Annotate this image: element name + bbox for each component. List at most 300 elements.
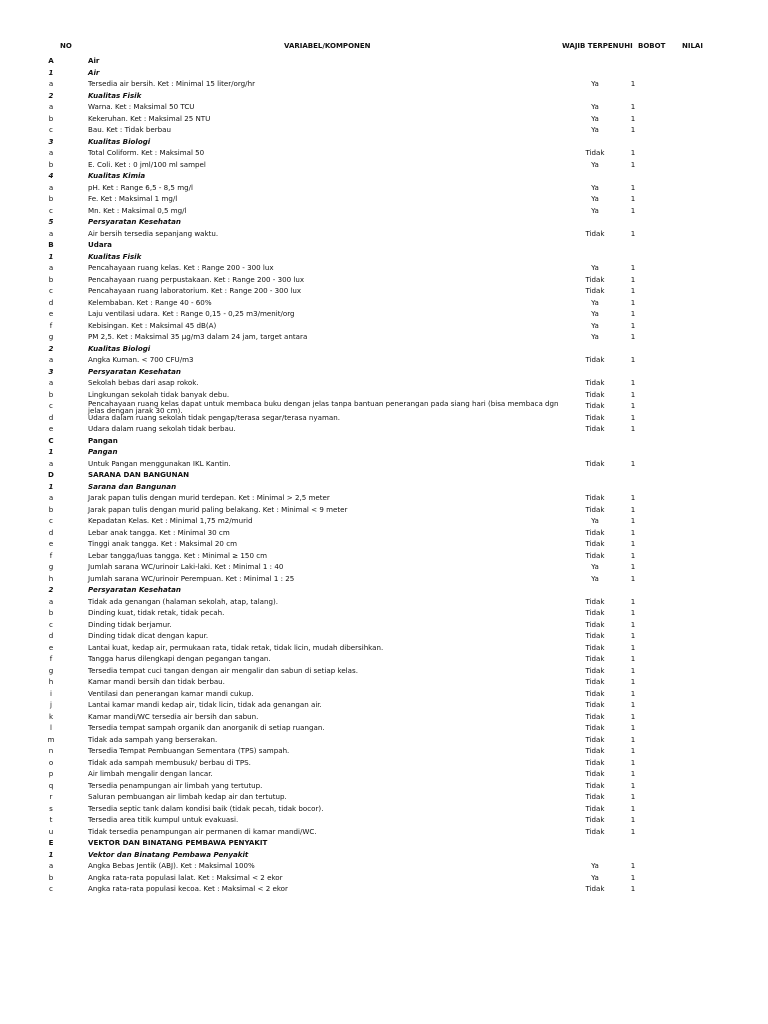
row-text: Kualitas Fisik bbox=[88, 251, 142, 261]
table-row bbox=[0, 573, 768, 585]
row-required: Tidak bbox=[585, 688, 605, 698]
row-weight: 1 bbox=[630, 493, 636, 502]
row-number: a bbox=[48, 458, 54, 468]
row-text: Kebisingan. Ket : Maksimal 45 dB(A) bbox=[88, 320, 217, 330]
row-weight: 1 bbox=[630, 780, 636, 790]
row-weight: 1 bbox=[630, 596, 636, 606]
row-number: g bbox=[48, 332, 54, 341]
row-text: Air bersih tersedia sepanjang waktu. bbox=[88, 228, 219, 238]
row-number: q bbox=[48, 780, 54, 790]
row-weight: 1 bbox=[630, 205, 636, 215]
table-row bbox=[0, 504, 768, 516]
row-text: Sarana dan Bangunan bbox=[88, 481, 177, 491]
row-required: Tidak bbox=[585, 286, 605, 295]
row-text: Angka rata-rata populasi kecoa. Ket : Maksimal < 2 ekor bbox=[88, 884, 288, 893]
row-number: 3 bbox=[48, 136, 54, 146]
section-row bbox=[0, 469, 768, 481]
table-row bbox=[0, 101, 768, 113]
row-weight: 1 bbox=[630, 677, 636, 686]
table-header bbox=[0, 42, 768, 54]
table-row bbox=[0, 722, 768, 734]
row-number: a bbox=[48, 493, 54, 502]
row-required: Tidak bbox=[585, 803, 605, 813]
row-required: Tidak bbox=[585, 355, 605, 364]
row-required: Tidak bbox=[585, 412, 605, 422]
table-row bbox=[0, 596, 768, 608]
row-text: Total Coliform. Ket : Maksimal 50 bbox=[88, 148, 205, 157]
row-number: 1 bbox=[48, 447, 54, 456]
table-row bbox=[0, 182, 768, 194]
table-row bbox=[0, 285, 768, 297]
header-no: NO bbox=[60, 42, 72, 50]
row-text: Tangga harus dilengkapi dengan pegangan tangan. bbox=[88, 654, 271, 663]
table-row bbox=[0, 274, 768, 286]
table-row bbox=[0, 78, 768, 90]
row-number: d bbox=[48, 297, 54, 307]
row-number: 1 bbox=[48, 67, 54, 77]
row-text: Persyaratan Kesehatan bbox=[88, 366, 181, 376]
row-number: 2 bbox=[48, 585, 54, 594]
row-number: h bbox=[48, 677, 54, 686]
row-text: Kekeruhan. Ket : Maksimal 25 NTU bbox=[88, 113, 211, 123]
row-text: Air limbah mengalir dengan lancar. bbox=[88, 769, 213, 778]
row-number: c bbox=[49, 401, 53, 410]
row-weight: 1 bbox=[630, 723, 636, 732]
row-number: d bbox=[48, 527, 54, 537]
row-number: a bbox=[48, 79, 54, 88]
row-required: Tidak bbox=[585, 148, 605, 157]
row-text: Vektor dan Binatang Pembawa Penyakit bbox=[88, 849, 249, 859]
row-number: a bbox=[48, 355, 54, 364]
subsection-row bbox=[0, 343, 768, 355]
row-required: Tidak bbox=[585, 401, 605, 410]
row-weight: 1 bbox=[630, 688, 636, 698]
row-text: Air bbox=[88, 56, 100, 65]
table-row bbox=[0, 757, 768, 769]
row-text: Mn. Ket : Maksimal 0,5 mg/l bbox=[88, 205, 187, 215]
row-number: C bbox=[48, 435, 54, 445]
table-row bbox=[0, 814, 768, 826]
row-required: Tidak bbox=[585, 608, 605, 617]
header-required: WAJIB TERPENUHI bbox=[562, 42, 633, 50]
row-required: Tidak bbox=[585, 504, 605, 514]
row-number: r bbox=[49, 792, 53, 801]
row-text: Air bbox=[88, 67, 100, 77]
header-score: NILAI bbox=[682, 42, 703, 50]
row-required: Ya bbox=[591, 309, 599, 318]
subsection-row bbox=[0, 170, 768, 182]
table-row bbox=[0, 228, 768, 240]
row-number: e bbox=[48, 309, 54, 318]
row-required: Tidak bbox=[585, 665, 605, 675]
row-text: Pencahayaan ruang perpustakaan. Ket : Range 200 - 300 lux bbox=[88, 274, 305, 284]
table-row bbox=[0, 399, 768, 415]
subsection-row bbox=[0, 446, 768, 458]
row-weight: 1 bbox=[630, 159, 636, 169]
row-required: Ya bbox=[591, 159, 599, 169]
row-required: Ya bbox=[591, 194, 599, 203]
row-weight: 1 bbox=[630, 861, 636, 870]
row-number: b bbox=[48, 608, 54, 617]
row-number: c bbox=[49, 884, 53, 893]
row-text: Tidak tersedia penampungan air permanen di kamar mandi/WC. bbox=[88, 826, 317, 836]
row-weight: 1 bbox=[630, 769, 636, 778]
row-weight: 1 bbox=[630, 527, 636, 537]
row-weight: 1 bbox=[630, 539, 636, 548]
row-weight: 1 bbox=[630, 826, 636, 836]
row-number: i bbox=[50, 688, 52, 698]
table-row bbox=[0, 688, 768, 700]
table-row bbox=[0, 791, 768, 803]
row-number: c bbox=[49, 125, 53, 134]
row-text: Dinding tidak dicat dengan kapur. bbox=[88, 631, 209, 640]
table-row bbox=[0, 630, 768, 642]
row-number: A bbox=[48, 56, 54, 65]
table-row bbox=[0, 619, 768, 631]
row-text: Udara dalam ruang sekolah tidak pengap/terasa segar/terasa nyaman. bbox=[88, 412, 340, 422]
row-text: Jarak papan tulis dengan murid terdepan. Ket : Minimal > 2,5 meter bbox=[88, 493, 330, 502]
row-weight: 1 bbox=[630, 872, 636, 882]
section-row bbox=[0, 55, 768, 67]
subsection-row bbox=[0, 251, 768, 263]
row-text: Laju ventilasi udara. Ket : Range 0,15 - 0,25 m3/menit/org bbox=[88, 309, 295, 318]
table-row bbox=[0, 320, 768, 332]
row-text: E. Coli. Ket : 0 jml/100 ml sampel bbox=[88, 159, 206, 169]
row-weight: 1 bbox=[630, 182, 636, 192]
row-text: Udara bbox=[88, 240, 112, 249]
row-text: Bau. Ket : Tidak berbau bbox=[88, 125, 171, 134]
table-row bbox=[0, 205, 768, 217]
table-row bbox=[0, 561, 768, 573]
row-text: Lantai kamar mandi kedap air, tidak licin, tidak ada genangan air. bbox=[88, 700, 322, 709]
row-required: Ya bbox=[591, 79, 599, 88]
row-weight: 1 bbox=[630, 228, 636, 238]
row-required: Tidak bbox=[585, 711, 605, 721]
table-row bbox=[0, 159, 768, 171]
table-row bbox=[0, 515, 768, 527]
row-number: t bbox=[49, 815, 53, 824]
row-weight: 1 bbox=[630, 274, 636, 284]
subsection-row bbox=[0, 216, 768, 228]
row-number: 1 bbox=[48, 849, 54, 859]
row-text: Tersedia septic tank dalam kondisi baik (tidak pecah, tidak bocor). bbox=[88, 803, 324, 813]
table-row bbox=[0, 826, 768, 838]
table-row bbox=[0, 699, 768, 711]
row-required: Tidak bbox=[585, 677, 605, 686]
row-number: e bbox=[48, 424, 54, 433]
row-required: Ya bbox=[591, 113, 599, 123]
row-required: Tidak bbox=[585, 734, 605, 744]
row-number: b bbox=[48, 194, 54, 203]
row-weight: 1 bbox=[630, 355, 636, 364]
table-row bbox=[0, 550, 768, 562]
table-row bbox=[0, 768, 768, 780]
table-row bbox=[0, 653, 768, 665]
table-row bbox=[0, 458, 768, 470]
row-text: Udara dalam ruang sekolah tidak berbau. bbox=[88, 424, 236, 433]
row-text: Kamar mandi/WC tersedia air bersih dan sabun. bbox=[88, 711, 259, 721]
table-row bbox=[0, 676, 768, 688]
row-number: m bbox=[47, 734, 55, 744]
row-number: o bbox=[48, 757, 54, 767]
row-text: Jumlah sarana WC/urinoir Laki-laki. Ket : Minimal 1 : 40 bbox=[88, 562, 284, 571]
row-required: Tidak bbox=[585, 792, 605, 801]
row-number: d bbox=[48, 412, 54, 422]
row-text: Tersedia air bersih. Ket : Minimal 15 liter/org/hr bbox=[88, 79, 255, 88]
row-weight: 1 bbox=[630, 401, 636, 410]
table-row bbox=[0, 193, 768, 205]
row-number: h bbox=[48, 573, 54, 583]
table-row bbox=[0, 711, 768, 723]
row-weight: 1 bbox=[630, 297, 636, 307]
row-weight: 1 bbox=[630, 263, 636, 272]
row-number: 1 bbox=[48, 251, 54, 261]
row-number: b bbox=[48, 274, 54, 284]
row-weight: 1 bbox=[630, 642, 636, 652]
row-required: Tidak bbox=[585, 493, 605, 502]
row-number: b bbox=[48, 113, 54, 123]
row-required: Tidak bbox=[585, 424, 605, 433]
row-text: Pencahayaan ruang kelas dapat untuk membaca buku dengan jelas tanpa bantuan penerangan pada siang hari (bisa membaca dgn jelas dengan jarak 30 cm). bbox=[88, 399, 559, 415]
row-text: Tinggi anak tangga. Ket : Maksimal 20 cm bbox=[88, 539, 238, 548]
row-required: Tidak bbox=[585, 769, 605, 778]
table-row bbox=[0, 538, 768, 550]
row-number: 2 bbox=[48, 90, 54, 100]
row-weight: 1 bbox=[630, 608, 636, 617]
row-required: Ya bbox=[591, 332, 599, 341]
row-text: Tidak ada sampah membusuk/ berbau di TPS. bbox=[88, 757, 251, 767]
table-row bbox=[0, 883, 768, 895]
row-weight: 1 bbox=[630, 562, 636, 571]
row-required: Ya bbox=[591, 562, 599, 571]
table-row bbox=[0, 331, 768, 343]
row-number: n bbox=[48, 746, 54, 755]
row-text: Kualitas Fisik bbox=[88, 90, 142, 100]
row-text: Tersedia tempat cuci tangan dengan air mengalir dan sabun di setiap kelas. bbox=[88, 665, 358, 675]
row-weight: 1 bbox=[630, 734, 636, 744]
row-required: Tidak bbox=[585, 458, 605, 468]
row-required: Tidak bbox=[585, 596, 605, 606]
row-number: b bbox=[48, 504, 54, 514]
row-required: Tidak bbox=[585, 527, 605, 537]
row-weight: 1 bbox=[630, 113, 636, 123]
row-weight: 1 bbox=[630, 665, 636, 675]
row-weight: 1 bbox=[630, 711, 636, 721]
row-number: 3 bbox=[48, 366, 54, 376]
row-number: B bbox=[48, 240, 54, 249]
row-required: Tidak bbox=[585, 746, 605, 755]
row-number: d bbox=[48, 631, 54, 640]
row-weight: 1 bbox=[630, 320, 636, 330]
row-number: a bbox=[48, 861, 54, 870]
row-number: c bbox=[49, 286, 53, 295]
row-weight: 1 bbox=[630, 884, 636, 893]
row-text: Kamar mandi bersih dan tidak berbau. bbox=[88, 677, 225, 686]
row-text: Pencahayaan ruang kelas. Ket : Range 200 - 300 lux bbox=[88, 263, 274, 272]
row-number: a bbox=[48, 378, 54, 387]
row-text: Pangan bbox=[88, 435, 118, 445]
table-row bbox=[0, 872, 768, 884]
row-weight: 1 bbox=[630, 803, 636, 813]
row-number: c bbox=[49, 619, 53, 629]
row-text: Lebar tangga/luas tangga. Ket : Minimal ≥ 150 cm bbox=[88, 550, 268, 560]
section-row bbox=[0, 239, 768, 251]
row-text: Dinding kuat, tidak retak, tidak pecah. bbox=[88, 608, 225, 617]
subsection-row bbox=[0, 481, 768, 493]
row-text: Saluran pembuangan air limbah kedap air dan tertutup. bbox=[88, 792, 287, 801]
table-row bbox=[0, 780, 768, 792]
row-text: PM 2,5. Ket : Maksimal 35 µg/m3 dalam 24 jam, target antara bbox=[88, 332, 308, 341]
subsection-row bbox=[0, 90, 768, 102]
row-number: f bbox=[49, 550, 53, 560]
row-text: Angka Kuman. < 700 CFU/m3 bbox=[88, 355, 194, 364]
row-required: Tidak bbox=[585, 274, 605, 284]
row-number: s bbox=[49, 803, 53, 813]
subsection-row bbox=[0, 136, 768, 148]
row-text: Kualitas Kimia bbox=[88, 171, 146, 180]
row-number: 2 bbox=[48, 343, 54, 353]
table-row bbox=[0, 607, 768, 619]
row-weight: 1 bbox=[630, 332, 636, 341]
row-number: e bbox=[48, 539, 54, 548]
row-text: Kepadatan Kelas. Ket : Minimal 1,75 m2/murid bbox=[88, 516, 253, 525]
row-number: a bbox=[48, 102, 54, 111]
table-row bbox=[0, 412, 768, 424]
row-weight: 1 bbox=[630, 194, 636, 203]
row-required: Tidak bbox=[585, 631, 605, 640]
row-number: f bbox=[49, 320, 53, 330]
row-required: Tidak bbox=[585, 550, 605, 560]
row-text: Jarak papan tulis dengan murid paling belakang. Ket : Minimal < 9 meter bbox=[88, 504, 348, 514]
row-required: Tidak bbox=[585, 826, 605, 836]
row-required: Tidak bbox=[585, 228, 605, 238]
row-required: Ya bbox=[591, 872, 599, 882]
row-number: a bbox=[48, 228, 54, 238]
row-weight: 1 bbox=[630, 631, 636, 640]
row-number: a bbox=[48, 182, 54, 192]
row-required: Tidak bbox=[585, 723, 605, 732]
row-weight: 1 bbox=[630, 746, 636, 755]
row-number: E bbox=[48, 838, 54, 847]
row-required: Ya bbox=[591, 125, 599, 134]
row-number: f bbox=[49, 654, 53, 663]
row-required: Tidak bbox=[585, 884, 605, 893]
row-text: SARANA DAN BANGUNAN bbox=[88, 470, 190, 479]
row-number: b bbox=[48, 872, 54, 882]
row-text: VEKTOR DAN BINATANG PEMBAWA PENYAKIT bbox=[88, 838, 268, 847]
row-number: 4 bbox=[48, 171, 54, 180]
row-required: Tidak bbox=[585, 619, 605, 629]
row-number: c bbox=[49, 205, 53, 215]
table-row bbox=[0, 377, 768, 389]
row-weight: 1 bbox=[630, 309, 636, 318]
table-row bbox=[0, 297, 768, 309]
table-row bbox=[0, 860, 768, 872]
row-text: Kelembaban. Ket : Range 40 - 60% bbox=[88, 297, 212, 307]
row-text: Jumlah sarana WC/urinoir Perempuan. Ket : Minimal 1 : 25 bbox=[88, 573, 295, 583]
row-text: Dinding tidak berjamur. bbox=[88, 619, 172, 629]
row-number: e bbox=[48, 642, 54, 652]
row-number: a bbox=[48, 148, 54, 157]
row-required: Tidak bbox=[585, 389, 605, 399]
subsection-row bbox=[0, 849, 768, 861]
row-text: Tersedia penampungan air limbah yang tertutup. bbox=[88, 780, 263, 790]
row-weight: 1 bbox=[630, 102, 636, 111]
table-row bbox=[0, 354, 768, 366]
row-text: Ventilasi dan penerangan kamar mandi cukup. bbox=[88, 688, 254, 698]
row-weight: 1 bbox=[630, 79, 636, 88]
row-text: Tidak ada genangan (halaman sekolah, atap, talang). bbox=[88, 596, 279, 606]
row-number: p bbox=[48, 769, 54, 778]
row-required: Ya bbox=[591, 573, 599, 583]
row-required: Tidak bbox=[585, 780, 605, 790]
table-row bbox=[0, 423, 768, 435]
subsection-row bbox=[0, 366, 768, 378]
row-required: Tidak bbox=[585, 539, 605, 548]
row-number: a bbox=[48, 596, 54, 606]
row-text: Persyaratan Kesehatan bbox=[88, 585, 181, 594]
row-required: Tidak bbox=[585, 757, 605, 767]
row-weight: 1 bbox=[630, 412, 636, 422]
row-number: u bbox=[48, 826, 54, 836]
row-weight: 1 bbox=[630, 286, 636, 295]
row-weight: 1 bbox=[630, 125, 636, 134]
row-number: b bbox=[48, 389, 54, 399]
table-row bbox=[0, 113, 768, 125]
row-text: Persyaratan Kesehatan bbox=[88, 217, 181, 226]
row-weight: 1 bbox=[630, 654, 636, 663]
row-required: Tidak bbox=[585, 378, 605, 387]
row-required: Ya bbox=[591, 320, 599, 330]
row-number: g bbox=[48, 665, 54, 675]
row-weight: 1 bbox=[630, 757, 636, 767]
row-text: Untuk Pangan menggunakan IKL Kantin. bbox=[88, 458, 231, 468]
row-text: Pencahayaan ruang laboratorium. Ket : Range 200 - 300 lux bbox=[88, 286, 302, 295]
row-number: a bbox=[48, 263, 54, 272]
row-number: b bbox=[48, 159, 54, 169]
row-required: Ya bbox=[591, 263, 599, 272]
row-text: Lebar anak tangga. Ket : Minimal 30 cm bbox=[88, 527, 230, 537]
table-row bbox=[0, 147, 768, 159]
section-row bbox=[0, 837, 768, 849]
row-number: k bbox=[48, 711, 54, 721]
row-number: l bbox=[50, 723, 52, 732]
table-row bbox=[0, 665, 768, 677]
row-weight: 1 bbox=[630, 550, 636, 560]
row-text: Angka Bebas Jentik (ABJ). Ket : Maksimal 100% bbox=[88, 861, 255, 870]
row-number: g bbox=[48, 562, 54, 571]
table-row bbox=[0, 803, 768, 815]
row-number: j bbox=[50, 700, 52, 709]
table-row bbox=[0, 492, 768, 504]
row-text: Kualitas Biologi bbox=[88, 343, 151, 353]
row-number: 1 bbox=[48, 481, 54, 491]
row-required: Ya bbox=[591, 182, 599, 192]
section-row bbox=[0, 435, 768, 447]
row-text: Tersedia tempat sampah organik dan anorganik di setiap ruangan. bbox=[88, 723, 325, 732]
row-text: Sekolah bebas dari asap rokok. bbox=[88, 378, 199, 387]
row-text: Kualitas Biologi bbox=[88, 136, 151, 146]
row-weight: 1 bbox=[630, 504, 636, 514]
row-weight: 1 bbox=[630, 700, 636, 709]
row-required: Ya bbox=[591, 516, 599, 525]
row-required: Tidak bbox=[585, 700, 605, 709]
row-text: Tersedia Tempat Pembuangan Sementara (TPS) sampah. bbox=[88, 746, 290, 755]
subsection-row bbox=[0, 67, 768, 79]
row-weight: 1 bbox=[630, 389, 636, 399]
row-text: Pangan bbox=[88, 447, 118, 456]
row-weight: 1 bbox=[630, 516, 636, 525]
